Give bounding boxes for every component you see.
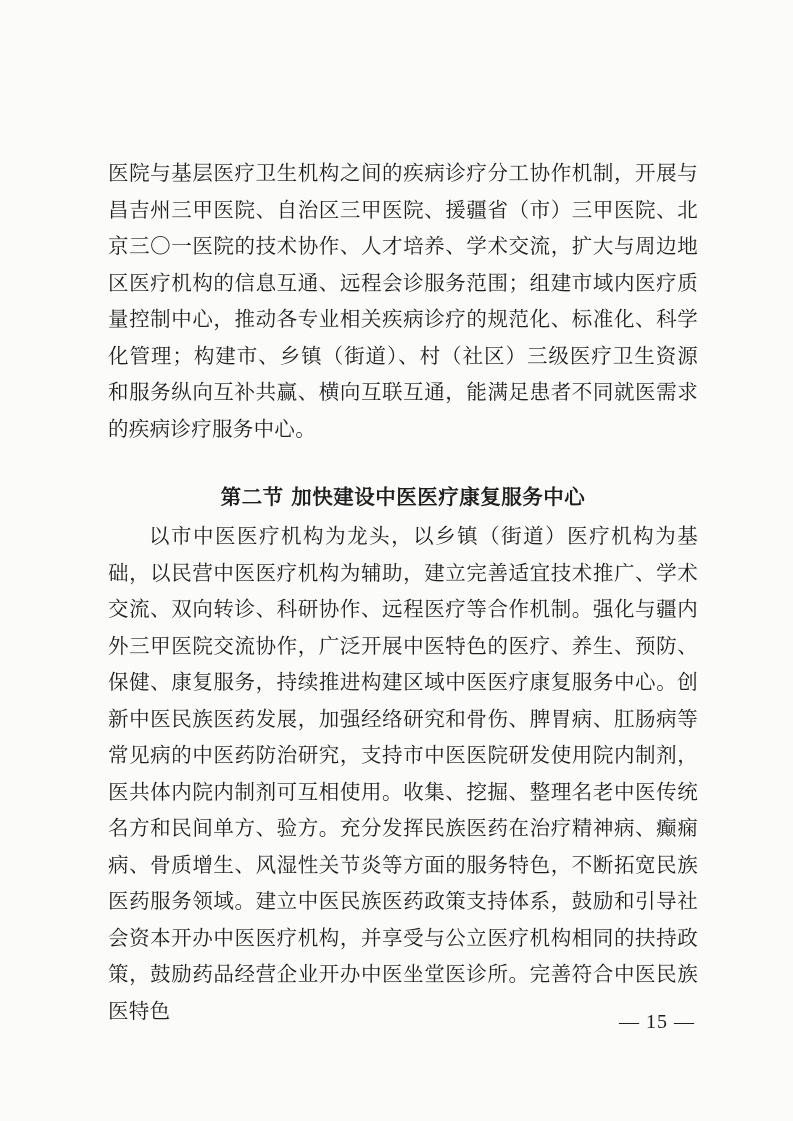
section-heading: 第二节 加快建设中医医疗康复服务中心 xyxy=(220,485,586,509)
page-number: — 15 — xyxy=(619,1011,695,1033)
continuation-paragraph: 医院与基层医疗卫生机构之间的疾病诊疗分工协作机制，开展与昌吉州三甲医院、自治区三甲医院、援疆省（市）三甲医院、北京三〇一医院的技术协作、人才培养、学术交流，扩大与周边地区医疗机构的信息互通、远程会诊服务范围；组建市域内医疗质量控制中心，推动各专业相关疾病诊疗的规范化、标准化、科学化管理；构建市、乡镇（街道）、村（社区）三级医疗卫生资源和服务纵向互补共赢、横向互联互通，能满足患者不同就医需求的疾病诊疗服务中心。 xyxy=(108,161,698,441)
section-paragraph: 以市中医医疗机构为龙头，以乡镇（街道）医疗机构为基础，以民营中医医疗机构为辅助，建立完善适宜技术推广、学术交流、双向转诊、科研协作、远程医疗等合作机制。强化与疆内外三甲医院交流协作，广泛开展中医特色的医疗、养生、预防、保健、康复服务，持续推进构建区域中医医疗康复服务中心。创新中医民族医药发展，加强经络研究和骨伤、脾胃病、肛肠病等常见病的中医药防治研究，支持市中医医院研发使用院内制剂，医共体内院内制剂可互相使用。收集、挖掘、整理名老中医传统名方和民间单方、验方。充分发挥民族医药在治疗精神病、癫痫病、骨质增生、风湿性关节炎等方面的服务特色，不断拓宽民族医药服务领域。建立中医民族医药政策支持体系，鼓励和引导社会资本开办中医医疗机构，并享受与公立医疗机构相同的扶持政策，鼓励药品经营企业开办中医坐堂医诊所。完善符合中医民族医特色 xyxy=(108,524,698,1023)
